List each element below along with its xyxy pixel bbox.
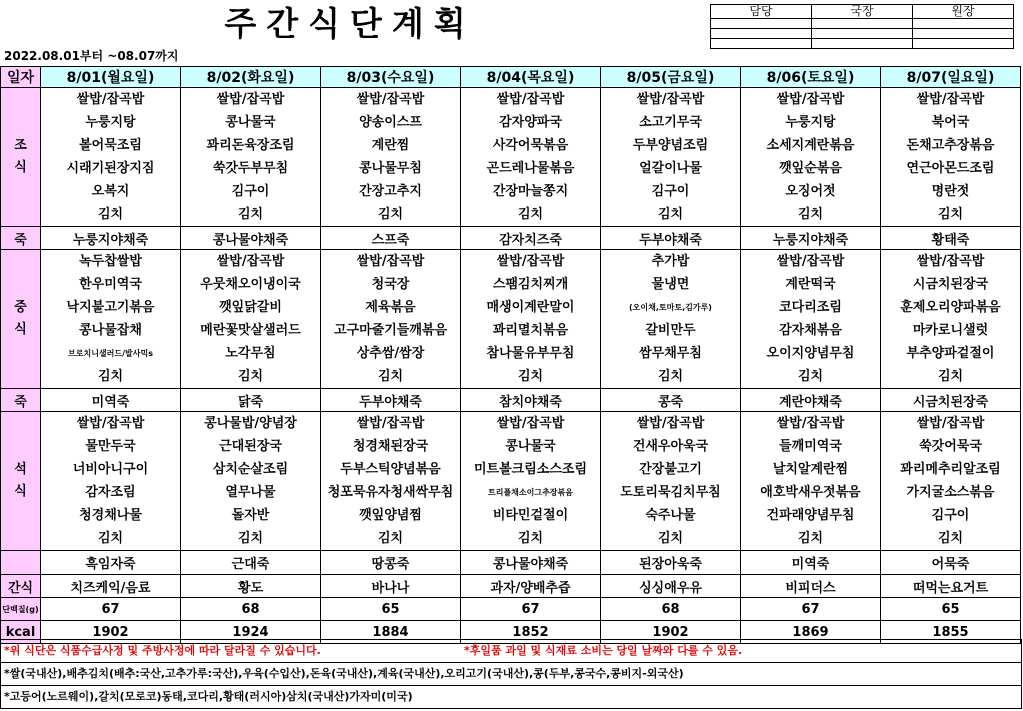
menu-item: 김치 — [657, 369, 684, 384]
protein-cell: 65 — [881, 598, 1021, 621]
sign-label-head: 원장 — [913, 5, 1014, 19]
protein-cell: 68 — [181, 598, 321, 621]
lunch-menu-cell — [601, 250, 741, 389]
snack-cell: 치즈케익/음료 — [41, 575, 181, 598]
menu-item: 감자조림 — [85, 485, 136, 500]
porridge-cell: 두부야채죽 — [321, 389, 461, 412]
menu-item: 비타민겉절이 — [492, 508, 569, 523]
menu-item: 삼치순살조림 — [212, 462, 289, 477]
breakfast-menu-cell — [601, 88, 741, 227]
menu-item: 오징어젓 — [785, 184, 836, 199]
menu-item: 물냉면 — [651, 277, 690, 292]
menu-item: 누룽지탕 — [85, 115, 136, 130]
menu-item: 오이지양념무침 — [766, 346, 855, 361]
menu-item: 건파래양념무침 — [766, 508, 855, 523]
protein-cell: 67 — [41, 598, 181, 621]
menu-item: 김치 — [237, 369, 264, 384]
menu-item: 명란젓 — [931, 184, 970, 199]
menu-item: 간장마늘쫑지 — [492, 184, 569, 199]
menu-item: 참나물유부무침 — [486, 346, 575, 361]
menu-item: 숙주나물 — [645, 508, 696, 523]
dinner-menu-cell — [741, 412, 881, 551]
menu-item: 쑥갓어묵국 — [919, 439, 982, 454]
lunch-menu-cell — [181, 250, 321, 389]
menu-item: 시금치된장국 — [912, 277, 989, 292]
notice-row — [1, 640, 1021, 663]
porridge-cell: 황태죽 — [881, 227, 1021, 250]
dinner-menu-cell — [601, 412, 741, 551]
protein-cell: 67 — [741, 598, 881, 621]
menu-item: 낙지불고기볶음 — [66, 300, 155, 315]
porridge3-row — [1, 551, 1021, 575]
origin-row-2: *고등어(노르웨이),갈치(모로코)동태,코다리,황태(러시아)삼치(국내산)가자미(미국) — [4, 690, 413, 703]
menu-item: 고구마줄기들깨볶음 — [333, 323, 448, 338]
sign-label-staff: 담당 — [711, 5, 812, 19]
row-label-porridge2: 죽 — [1, 389, 41, 412]
menu-item: 들깨미역국 — [779, 439, 842, 454]
porridge-cell: 참치야채죽 — [461, 389, 601, 412]
menu-item: 쌀밥/잡곡밥 — [496, 92, 565, 107]
menu-item: 열무나물 — [225, 485, 276, 500]
menu-item: 콩나물국 — [225, 115, 276, 130]
porridge-cell: 콩나물야채죽 — [461, 551, 601, 575]
porridge-cell: 어묵죽 — [881, 551, 1021, 575]
dinner-menu-cell — [321, 412, 461, 551]
sign-cell[interactable] — [812, 29, 913, 39]
menu-item: 쌀밥/잡곡밥 — [916, 92, 985, 107]
row-label-lunch: 중 식 — [1, 250, 41, 389]
menu-item: 너비아니구이 — [72, 462, 149, 477]
menu-item: 쌀밥/잡곡밥 — [776, 92, 845, 107]
snack-cell: 비피더스 — [741, 575, 881, 598]
menu-item: 브로치니샐러드/발사믹s — [68, 349, 153, 358]
sign-cell[interactable] — [913, 39, 1014, 49]
day-header: 8/02(화요일) — [181, 67, 321, 88]
kcal-cell: 1884 — [321, 621, 461, 644]
menu-item: 소고기무국 — [639, 115, 702, 130]
menu-item: 계란찜 — [371, 138, 410, 153]
menu-item: 추가밥 — [651, 254, 690, 269]
menu-item: 매생이계란말이 — [486, 300, 575, 315]
notice-left: *위 식단은 식품수급사정 및 주방사정에 따라 달라질 수 있습니다. — [4, 644, 321, 657]
menu-item: 김치 — [517, 369, 544, 384]
day-header: 8/05(금요일) — [601, 67, 741, 88]
lunch-row — [1, 250, 1021, 389]
menu-item: 김치 — [237, 207, 264, 222]
porridge-cell: 닭죽 — [181, 389, 321, 412]
menu-item: 쑥갓두부무침 — [212, 161, 289, 176]
menu-item: 콩나물밥/양념장 — [204, 416, 297, 431]
dinner-menu-cell — [41, 412, 181, 551]
notes-box — [0, 639, 1022, 709]
menu-item: 쌀밥/잡곡밥 — [76, 416, 145, 431]
day-header: 8/06(토요일) — [741, 67, 881, 88]
porridge-cell: 감자치즈죽 — [461, 227, 601, 250]
kcal-cell: 1902 — [41, 621, 181, 644]
menu-item: 깻잎순볶음 — [779, 161, 842, 176]
menu-item: 트리플채소이그추장볶음 — [487, 488, 573, 497]
menu-item: 마카로니샐럿 — [912, 323, 989, 338]
dinner-menu-cell — [181, 412, 321, 551]
header-label: 일자 — [1, 67, 41, 88]
menu-item: 갈비만두 — [645, 323, 696, 338]
porridge-cell: 된장아욱죽 — [601, 551, 741, 575]
menu-item: 콩나물잡채 — [79, 323, 142, 338]
porridge-cell: 미역죽 — [41, 389, 181, 412]
menu-item: 꽈리멸치볶음 — [492, 323, 569, 338]
sign-cell[interactable] — [812, 39, 913, 49]
menu-item: 애호박새우젓볶음 — [760, 485, 861, 500]
menu-item: 김치 — [237, 531, 264, 546]
menu-item: 제육볶음 — [365, 300, 416, 315]
menu-item: 청포묵유자청새싹무침 — [327, 485, 454, 500]
menu-item: 연근아몬드조림 — [906, 161, 995, 176]
porridge-cell: 근대죽 — [181, 551, 321, 575]
kcal-cell: 1869 — [741, 621, 881, 644]
lunch-menu-cell — [741, 250, 881, 389]
menu-item: 근대된장국 — [219, 439, 282, 454]
origin-row-1: *쌀(국내산),배추김치(배추:국산,고추가루:국산),우육(수입산),돈육(국내산),계육(국내산),오리고기(국내산),콩(두부,콩국수,콩비지-외국산) — [1, 663, 1021, 686]
porridge1-row — [1, 227, 1021, 250]
menu-item: 한우미역국 — [79, 277, 142, 292]
porridge-cell: 콩죽 — [601, 389, 741, 412]
porridge-cell: 스프죽 — [321, 227, 461, 250]
sign-cell[interactable] — [711, 39, 812, 49]
protein-cell: 67 — [461, 598, 601, 621]
lunch-menu-cell — [321, 250, 461, 389]
snack-cell: 바나나 — [321, 575, 461, 598]
menu-item: 김치 — [937, 207, 964, 222]
sign-cell[interactable] — [711, 29, 812, 39]
menu-item: 김치 — [797, 369, 824, 384]
breakfast-row — [1, 88, 1021, 227]
meal-plan-table — [0, 66, 1021, 644]
sign-cell[interactable] — [913, 29, 1014, 39]
menu-item: 쌀밥/잡곡밥 — [496, 254, 565, 269]
day-header: 8/07(일요일) — [881, 67, 1021, 88]
menu-item: 김치 — [797, 207, 824, 222]
menu-item: 노각무침 — [225, 346, 276, 361]
menu-item: 감자채볶음 — [779, 323, 842, 338]
menu-item: 소세지계란볶음 — [766, 138, 855, 153]
breakfast-menu-cell — [41, 88, 181, 227]
menu-item: 쌀밥/잡곡밥 — [216, 92, 285, 107]
menu-item: 김치 — [377, 531, 404, 546]
menu-item: 상추쌈/쌈장 — [356, 346, 425, 361]
dinner-row — [1, 412, 1021, 551]
menu-item: 시래기된장지짐 — [66, 161, 155, 176]
protein-cell: 68 — [601, 598, 741, 621]
menu-item: 청경채나물 — [79, 508, 142, 523]
menu-item: 김치 — [377, 207, 404, 222]
day-header: 8/01(월요일) — [41, 67, 181, 88]
porridge2-row — [1, 389, 1021, 412]
menu-item: 김구이 — [931, 508, 970, 523]
menu-item: 쌀밥/잡곡밥 — [776, 254, 845, 269]
row-label-breakfast: 조 식 — [1, 88, 41, 227]
porridge-cell: 계란야채죽 — [741, 389, 881, 412]
menu-item: 감자양파국 — [499, 115, 562, 130]
menu-item: 메란꽃맛살샐러드 — [200, 323, 301, 338]
dinner-menu-cell — [881, 412, 1021, 551]
notice-right: *후일품 과일 및 식재료 소비는 당일 날짜와 다를 수 있음. — [464, 644, 743, 657]
menu-item: 김치 — [517, 531, 544, 546]
menu-item: 물만두국 — [85, 439, 136, 454]
menu-item: 오복지 — [91, 184, 130, 199]
menu-item: 청경채된장국 — [352, 439, 429, 454]
menu-item: 김치 — [937, 369, 964, 384]
menu-item: 코다리조림 — [779, 300, 842, 315]
sign-cell[interactable] — [711, 19, 812, 29]
row-label-dinner: 석 식 — [1, 412, 41, 551]
row-label-kcal: kcal — [1, 621, 41, 644]
porridge-cell: 누룽지야채죽 — [41, 227, 181, 250]
menu-item: 우뭇채오이냉이국 — [200, 277, 301, 292]
lunch-menu-cell — [41, 250, 181, 389]
kcal-cell: 1902 — [601, 621, 741, 644]
porridge-cell: 콩나물야채죽 — [181, 227, 321, 250]
menu-item: 얼갈이나물 — [639, 161, 702, 176]
menu-item: 김치 — [97, 207, 124, 222]
protein-row — [1, 598, 1021, 621]
menu-item: 김치 — [517, 207, 544, 222]
menu-item: 쌀밥/잡곡밥 — [356, 92, 425, 107]
porridge-cell: 누룽지야채죽 — [741, 227, 881, 250]
sign-label-director: 국장 — [812, 5, 913, 19]
breakfast-menu-cell — [741, 88, 881, 227]
kcal-cell: 1924 — [181, 621, 321, 644]
menu-item: 볼어묵조림 — [79, 138, 142, 153]
menu-item: 쌀밥/잡곡밥 — [776, 416, 845, 431]
menu-item: 쌀밥/잡곡밥 — [916, 254, 985, 269]
menu-item: 꽈리돈육장조림 — [206, 138, 295, 153]
menu-item: 김구이 — [651, 184, 690, 199]
day-header: 8/04(목요일) — [461, 67, 601, 88]
menu-item: 김치 — [797, 531, 824, 546]
breakfast-menu-cell — [881, 88, 1021, 227]
menu-item: 김치 — [937, 531, 964, 546]
menu-item: 도토리묵김치무침 — [620, 485, 721, 500]
menu-item: 건새우아욱국 — [632, 439, 709, 454]
menu-item: 두부양념조림 — [632, 138, 709, 153]
kcal-cell: 1852 — [461, 621, 601, 644]
menu-item: 부추양파겉절이 — [906, 346, 995, 361]
porridge-cell: 시금치된장죽 — [881, 389, 1021, 412]
menu-item: (오이채,토마토,김가루) — [629, 303, 712, 312]
menu-item: 가지굴소스볶음 — [906, 485, 995, 500]
menu-item: 돈채고추장볶음 — [906, 138, 995, 153]
snack-row — [1, 575, 1021, 598]
menu-item: 녹두찹쌀밥 — [79, 254, 142, 269]
dinner-menu-cell — [461, 412, 601, 551]
menu-item: 곤드레나물볶음 — [486, 161, 575, 176]
menu-item: 김치 — [657, 531, 684, 546]
porridge-cell: 땅콩죽 — [321, 551, 461, 575]
row-label-snack: 간식 — [1, 575, 41, 598]
menu-item: 스팸김치찌개 — [492, 277, 569, 292]
menu-item: 콩나물무침 — [359, 161, 422, 176]
approval-box — [710, 4, 1014, 49]
menu-item: 훈제오리양파볶음 — [900, 300, 1001, 315]
menu-item: 깻잎닭갈비 — [219, 300, 282, 315]
snack-cell: 과자/양배추즙 — [461, 575, 601, 598]
menu-item: 간장불고기 — [639, 462, 702, 477]
sign-cell[interactable] — [812, 19, 913, 29]
period-text: 2022.08.01부터 ~08.07까지 — [4, 49, 179, 63]
breakfast-menu-cell — [461, 88, 601, 227]
row-label-porridge3 — [1, 551, 41, 575]
lunch-menu-cell — [461, 250, 601, 389]
menu-item: 양송이스프 — [359, 115, 422, 130]
menu-item: 김구이 — [231, 184, 270, 199]
menu-item: 쌈무채무침 — [639, 346, 702, 361]
menu-item: 쌀밥/잡곡밥 — [76, 92, 145, 107]
protein-cell: 65 — [321, 598, 461, 621]
menu-item: 간장고추지 — [359, 184, 422, 199]
menu-item: 미트볼크림소스조림 — [473, 462, 588, 477]
menu-item: 김치 — [97, 531, 124, 546]
snack-cell: 싱싱애우유 — [601, 575, 741, 598]
menu-item: 돌자반 — [231, 508, 270, 523]
menu-item: 콩나물국 — [505, 439, 556, 454]
row-label-porridge1: 죽 — [1, 227, 41, 250]
row-label-protein: 단백질(g) — [1, 598, 41, 621]
menu-item: 날치알계란찜 — [772, 462, 849, 477]
menu-item: 쌀밥/잡곡밥 — [356, 254, 425, 269]
menu-item: 청국장 — [371, 277, 410, 292]
menu-item: 쌀밥/잡곡밥 — [356, 416, 425, 431]
menu-item: 깻잎양념찜 — [359, 508, 422, 523]
header-row — [1, 67, 1021, 88]
menu-item: 사각어묵볶음 — [492, 138, 569, 153]
menu-item: 누룽지탕 — [785, 115, 836, 130]
menu-item: 쌀밥/잡곡밥 — [916, 416, 985, 431]
kcal-cell: 1855 — [881, 621, 1021, 644]
menu-item: 쌀밥/잡곡밥 — [636, 92, 705, 107]
menu-item: 두부스틱양념볶음 — [340, 462, 441, 477]
menu-item: 계란떡국 — [785, 277, 836, 292]
menu-item: 북어국 — [931, 115, 970, 130]
page-title: 주간식단계획 — [224, 4, 476, 43]
menu-item: 쌀밥/잡곡밥 — [636, 416, 705, 431]
lunch-menu-cell — [881, 250, 1021, 389]
sign-cell[interactable] — [913, 19, 1014, 29]
breakfast-menu-cell — [181, 88, 321, 227]
porridge-cell: 두부야채죽 — [601, 227, 741, 250]
menu-item: 쌀밥/잡곡밥 — [496, 416, 565, 431]
breakfast-menu-cell — [321, 88, 461, 227]
snack-cell: 떠먹는요거트 — [881, 575, 1021, 598]
porridge-cell: 흑임자죽 — [41, 551, 181, 575]
day-header: 8/03(수요일) — [321, 67, 461, 88]
menu-item: 김치 — [377, 369, 404, 384]
porridge-cell: 미역죽 — [741, 551, 881, 575]
menu-item: 쌀밥/잡곡밥 — [216, 254, 285, 269]
snack-cell: 황도 — [181, 575, 321, 598]
menu-item: 꽈리메추리알조림 — [900, 462, 1001, 477]
menu-item: 김치 — [97, 369, 124, 384]
menu-item: 김치 — [657, 207, 684, 222]
